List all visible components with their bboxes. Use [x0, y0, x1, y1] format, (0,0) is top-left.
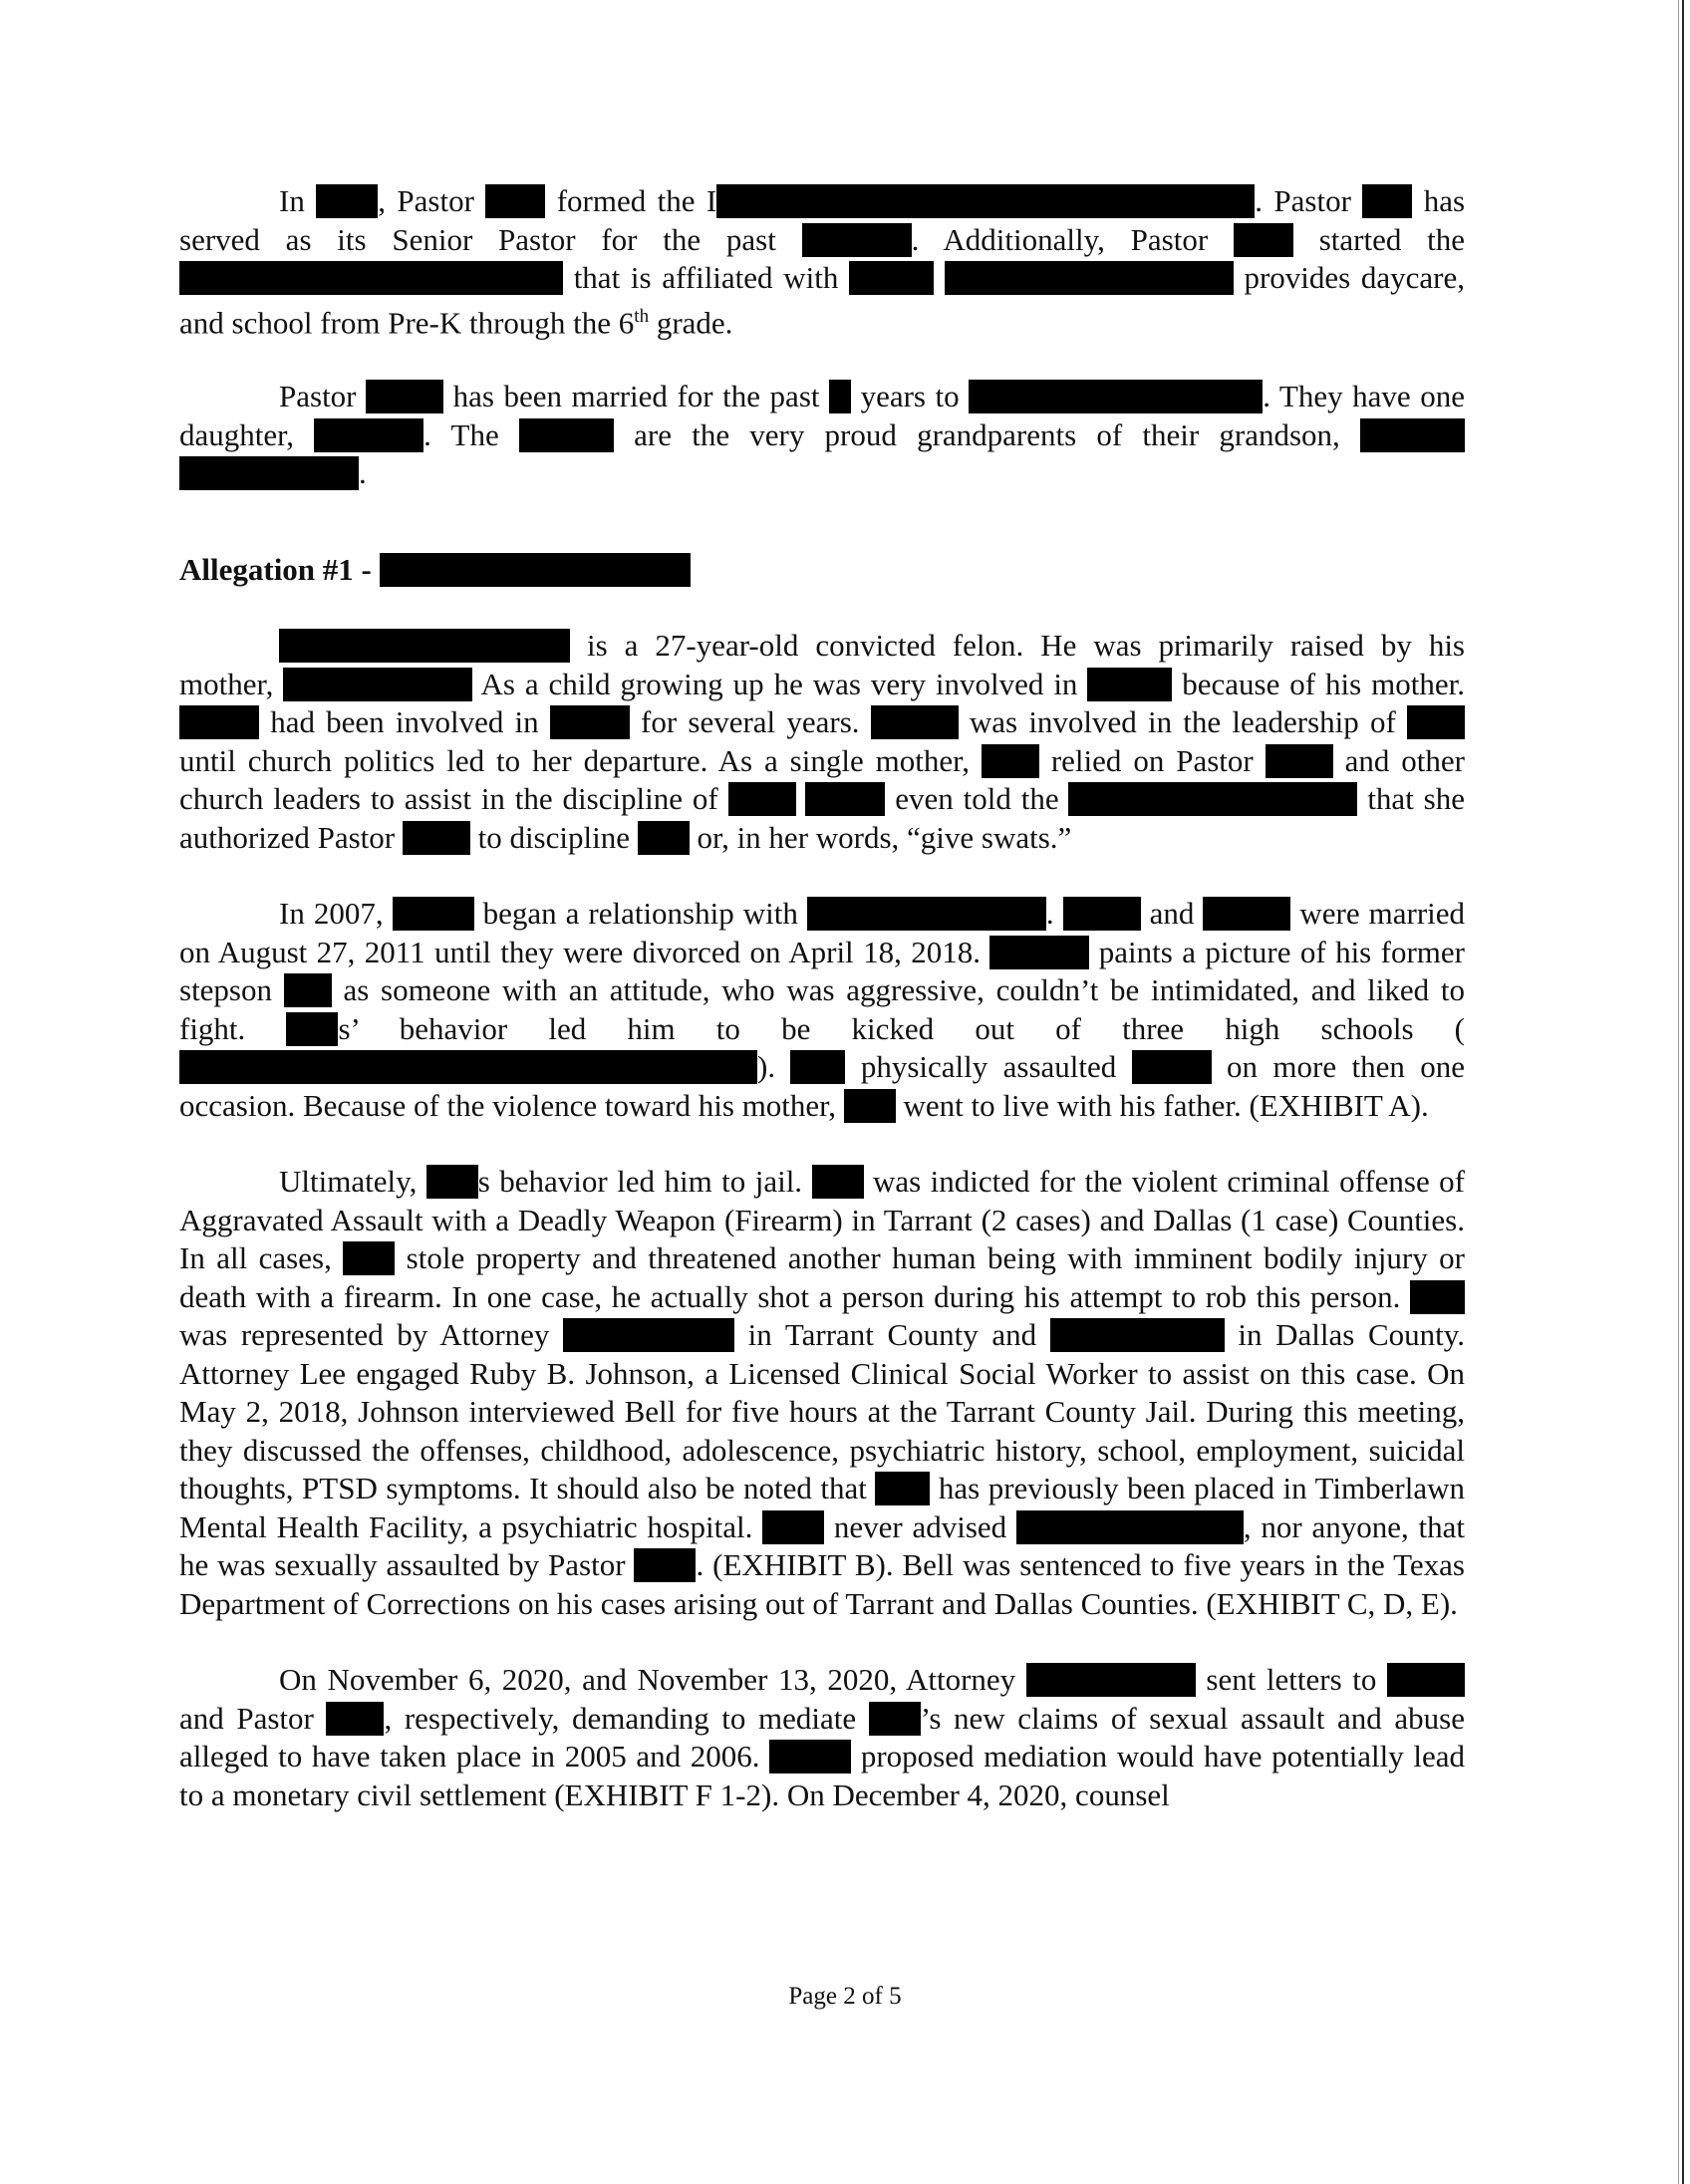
text-run: was indicted for the violent criminal offense of Aggravated Assault with a Deadly Weapon (Firearm) in Tarrant (2 cases) and Dallas (1 case) Counties. In all cases, — [179, 1164, 1466, 1276]
heading-text: Allegation #1 - — [179, 551, 380, 587]
redaction-box — [969, 380, 1263, 413]
paragraph-mediation — [179, 1661, 1465, 1814]
text-run: s’ behavior led him to be kicked out of three high schools ( — [338, 1010, 1466, 1046]
text-run: went to live with his father. (EXHIBIT A). — [895, 1087, 1429, 1123]
text-run: and Pastor — [179, 1700, 327, 1736]
text-run: relied on Pastor — [1038, 742, 1266, 778]
text-run: , respectively, demanding to mediate — [384, 1700, 869, 1736]
text-run: In — [279, 183, 317, 218]
document-body — [179, 182, 1465, 1814]
redaction-box — [519, 418, 614, 452]
redaction-box — [179, 456, 359, 490]
allegation-heading — [179, 551, 1465, 590]
redaction-box — [1410, 1280, 1465, 1314]
text-run: has served as its Senior Pastor for the past — [179, 183, 1466, 257]
redaction-box — [805, 782, 885, 816]
text-run: because of his mother. — [1172, 666, 1465, 701]
redaction-box — [314, 418, 423, 452]
text-run: has been married for the past — [443, 379, 830, 414]
superscript-th: th — [634, 305, 650, 327]
paragraph-criminal-record — [179, 1163, 1465, 1623]
text-run: ). — [757, 1049, 791, 1085]
redaction-box — [366, 380, 443, 413]
text-run: . (EXHIBIT B). Bell was sentenced to five years in the Texas Department of Corrections on his cases arising out of Tarrant and Dallas Counties. (EXHIBIT C, D, E). — [179, 1547, 1465, 1621]
redaction-box — [790, 1050, 845, 1084]
paragraph-relationship — [179, 895, 1465, 1125]
redaction-box — [869, 1702, 921, 1736]
text-run: On November 6, 2020, and November 13, 2020, Attorney — [279, 1662, 1026, 1698]
redaction-box — [1016, 1510, 1244, 1544]
text-run: was involved in the leadership of — [958, 704, 1407, 740]
text-run: that is affiliated with — [563, 260, 850, 295]
text-run: Ultimately, — [279, 1164, 426, 1200]
redaction-box — [638, 821, 690, 855]
redaction-box — [945, 261, 1234, 295]
redaction-box — [1026, 1663, 1196, 1697]
redaction-box — [844, 1089, 896, 1123]
text-run: never advised — [824, 1508, 1016, 1544]
redaction-box — [807, 897, 1046, 931]
text-run: even told the — [885, 781, 1069, 817]
text-run: . They have one daughter, — [179, 379, 1465, 452]
redaction-box — [716, 184, 1255, 218]
redaction-box — [1063, 897, 1141, 931]
text-run: . Additionally, Pastor — [911, 221, 1234, 257]
redaction-box — [849, 261, 934, 295]
text-run: sent letters to — [1195, 1662, 1387, 1698]
redaction-box — [802, 223, 912, 257]
redaction-box — [762, 1510, 824, 1544]
redaction-box — [279, 629, 570, 663]
text-run: until church politics led to her departure. As a single mother, — [179, 742, 982, 778]
text-run: or, in her words, “give swats.” — [689, 819, 1072, 855]
text-run: for several years. — [629, 704, 871, 740]
redaction-box — [179, 705, 259, 739]
page-number-footer: Page 2 of 5 — [788, 1983, 902, 2010]
redaction-box — [875, 1472, 930, 1505]
redaction-box — [1362, 184, 1412, 218]
text-run — [934, 260, 945, 295]
redaction-box — [812, 1165, 864, 1199]
text-run: paints a picture of his former stepson — [179, 934, 1465, 1008]
redaction-box — [1050, 1318, 1225, 1352]
text-run: formed the I — [545, 183, 717, 218]
redaction-box — [426, 1165, 478, 1199]
redaction-box — [179, 1050, 757, 1084]
redaction-box — [284, 973, 332, 1007]
text-run: in Dallas County. Attorney Lee engaged Ruby B. Johnson, a Licensed Clinical Social Worker to assist on this case. On May 2, 2018, Johnson interviewed Bell for five hours at the Tarrant County Jail. During this meeting, they discussed the offenses, childhood, adolescence, psychiatric history, school, employment, suicidal thoughts, PTSD symptoms. It should also be noted that — [179, 1317, 1465, 1506]
text-run: s behavior led him to jail. — [477, 1164, 812, 1200]
redaction-box — [728, 782, 796, 816]
text-run: stole property and threatened another human being with imminent bodily injury or death with a firearm. In one case, he actually shot a person during his attempt to rob this person. — [179, 1240, 1465, 1314]
text-run: proposed mediation would have potentially lead to a monetary civil settlement (EXHIBIT F 1-2). On December 4, 2020, counsel — [179, 1739, 1465, 1812]
text-run: started the — [1292, 221, 1465, 257]
redaction-box — [179, 261, 563, 295]
text-run: had been involved in — [259, 704, 550, 740]
redaction-box — [1360, 418, 1465, 452]
scan-edge-shadow — [1678, 0, 1679, 2184]
text-run: . — [1045, 896, 1063, 932]
redaction-box — [1087, 668, 1172, 701]
text-run: As a child growing up he was very involved in — [472, 666, 1088, 701]
text-run: ’s new claims of sexual assault and abuse alleged to have taken place in 2005 and 2006. — [179, 1700, 1465, 1774]
text-run: In 2007, — [279, 896, 393, 932]
redaction-box — [286, 1012, 338, 1046]
redaction-box — [550, 705, 630, 739]
text-run: and other church leaders to assist in the discipline of — [179, 742, 1465, 817]
text-run: , Pastor — [378, 183, 486, 218]
redaction-box — [283, 668, 472, 701]
text-run: . Pastor — [1255, 183, 1363, 218]
redaction-box — [326, 1702, 384, 1736]
text-run: provides daycare, and school from Pre-K through the 6 — [179, 260, 1466, 340]
text-run: were married on August 27, 2011 until they were divorced on April 18, 2018. — [179, 896, 1466, 969]
text-run: was represented by Attorney — [179, 1317, 564, 1353]
redaction-box — [1068, 782, 1357, 816]
text-run: and — [1140, 896, 1204, 932]
text-run: that she authorized Pastor — [179, 781, 1465, 855]
paragraph-family — [179, 378, 1465, 493]
text-run: are the very proud grandparents of their grandson, — [613, 416, 1361, 452]
redaction-box — [871, 705, 959, 739]
text-run: to discipline — [469, 819, 638, 855]
redaction-box — [769, 1740, 851, 1774]
redaction-box — [1266, 744, 1333, 778]
text-run: Pastor — [279, 379, 367, 414]
paragraph-background — [179, 627, 1465, 857]
scan-edge-line — [1682, 0, 1684, 2184]
text-run: as someone with an attitude, who was aggressive, couldn’t be intimidated, and liked to fight. — [179, 972, 1466, 1046]
redaction-box — [403, 821, 470, 855]
text-run: on more then one occasion. Because of the violence toward his mother, — [179, 1049, 1465, 1123]
redaction-box — [982, 744, 1039, 778]
redaction-box — [1387, 1663, 1465, 1697]
text-run: began a relationship with — [473, 896, 807, 932]
paragraph-church-history — [179, 182, 1465, 342]
text-run: has previously been placed in Timberlawn Mental Health Facility, a psychiatric hospital. — [179, 1471, 1465, 1544]
text-run: , nor anyone, that he was sexually assaulted by Pastor — [179, 1508, 1465, 1583]
text-run: . The — [423, 416, 519, 452]
redaction-box — [485, 184, 545, 218]
redaction-box — [380, 553, 691, 587]
redaction-box — [989, 936, 1089, 969]
redaction-box — [1234, 223, 1293, 257]
redaction-box — [1407, 705, 1465, 739]
text-run: . — [359, 455, 367, 491]
text-run: years to — [851, 379, 970, 414]
redaction-box — [634, 1548, 696, 1582]
redaction-box — [1203, 897, 1290, 931]
redaction-box — [316, 184, 378, 218]
text-run: physically assaulted — [845, 1049, 1132, 1085]
redaction-box — [1132, 1050, 1212, 1084]
redaction-box — [563, 1318, 734, 1352]
redaction-box — [829, 380, 851, 413]
text-run: is a 27-year-old convicted felon. He was primarily raised by his mother, — [179, 628, 1465, 701]
text-run: grade. — [649, 304, 733, 340]
text-run — [796, 781, 806, 816]
redaction-box — [393, 897, 474, 931]
redaction-box — [343, 1241, 395, 1275]
text-run: in Tarrant County and — [734, 1317, 1050, 1353]
